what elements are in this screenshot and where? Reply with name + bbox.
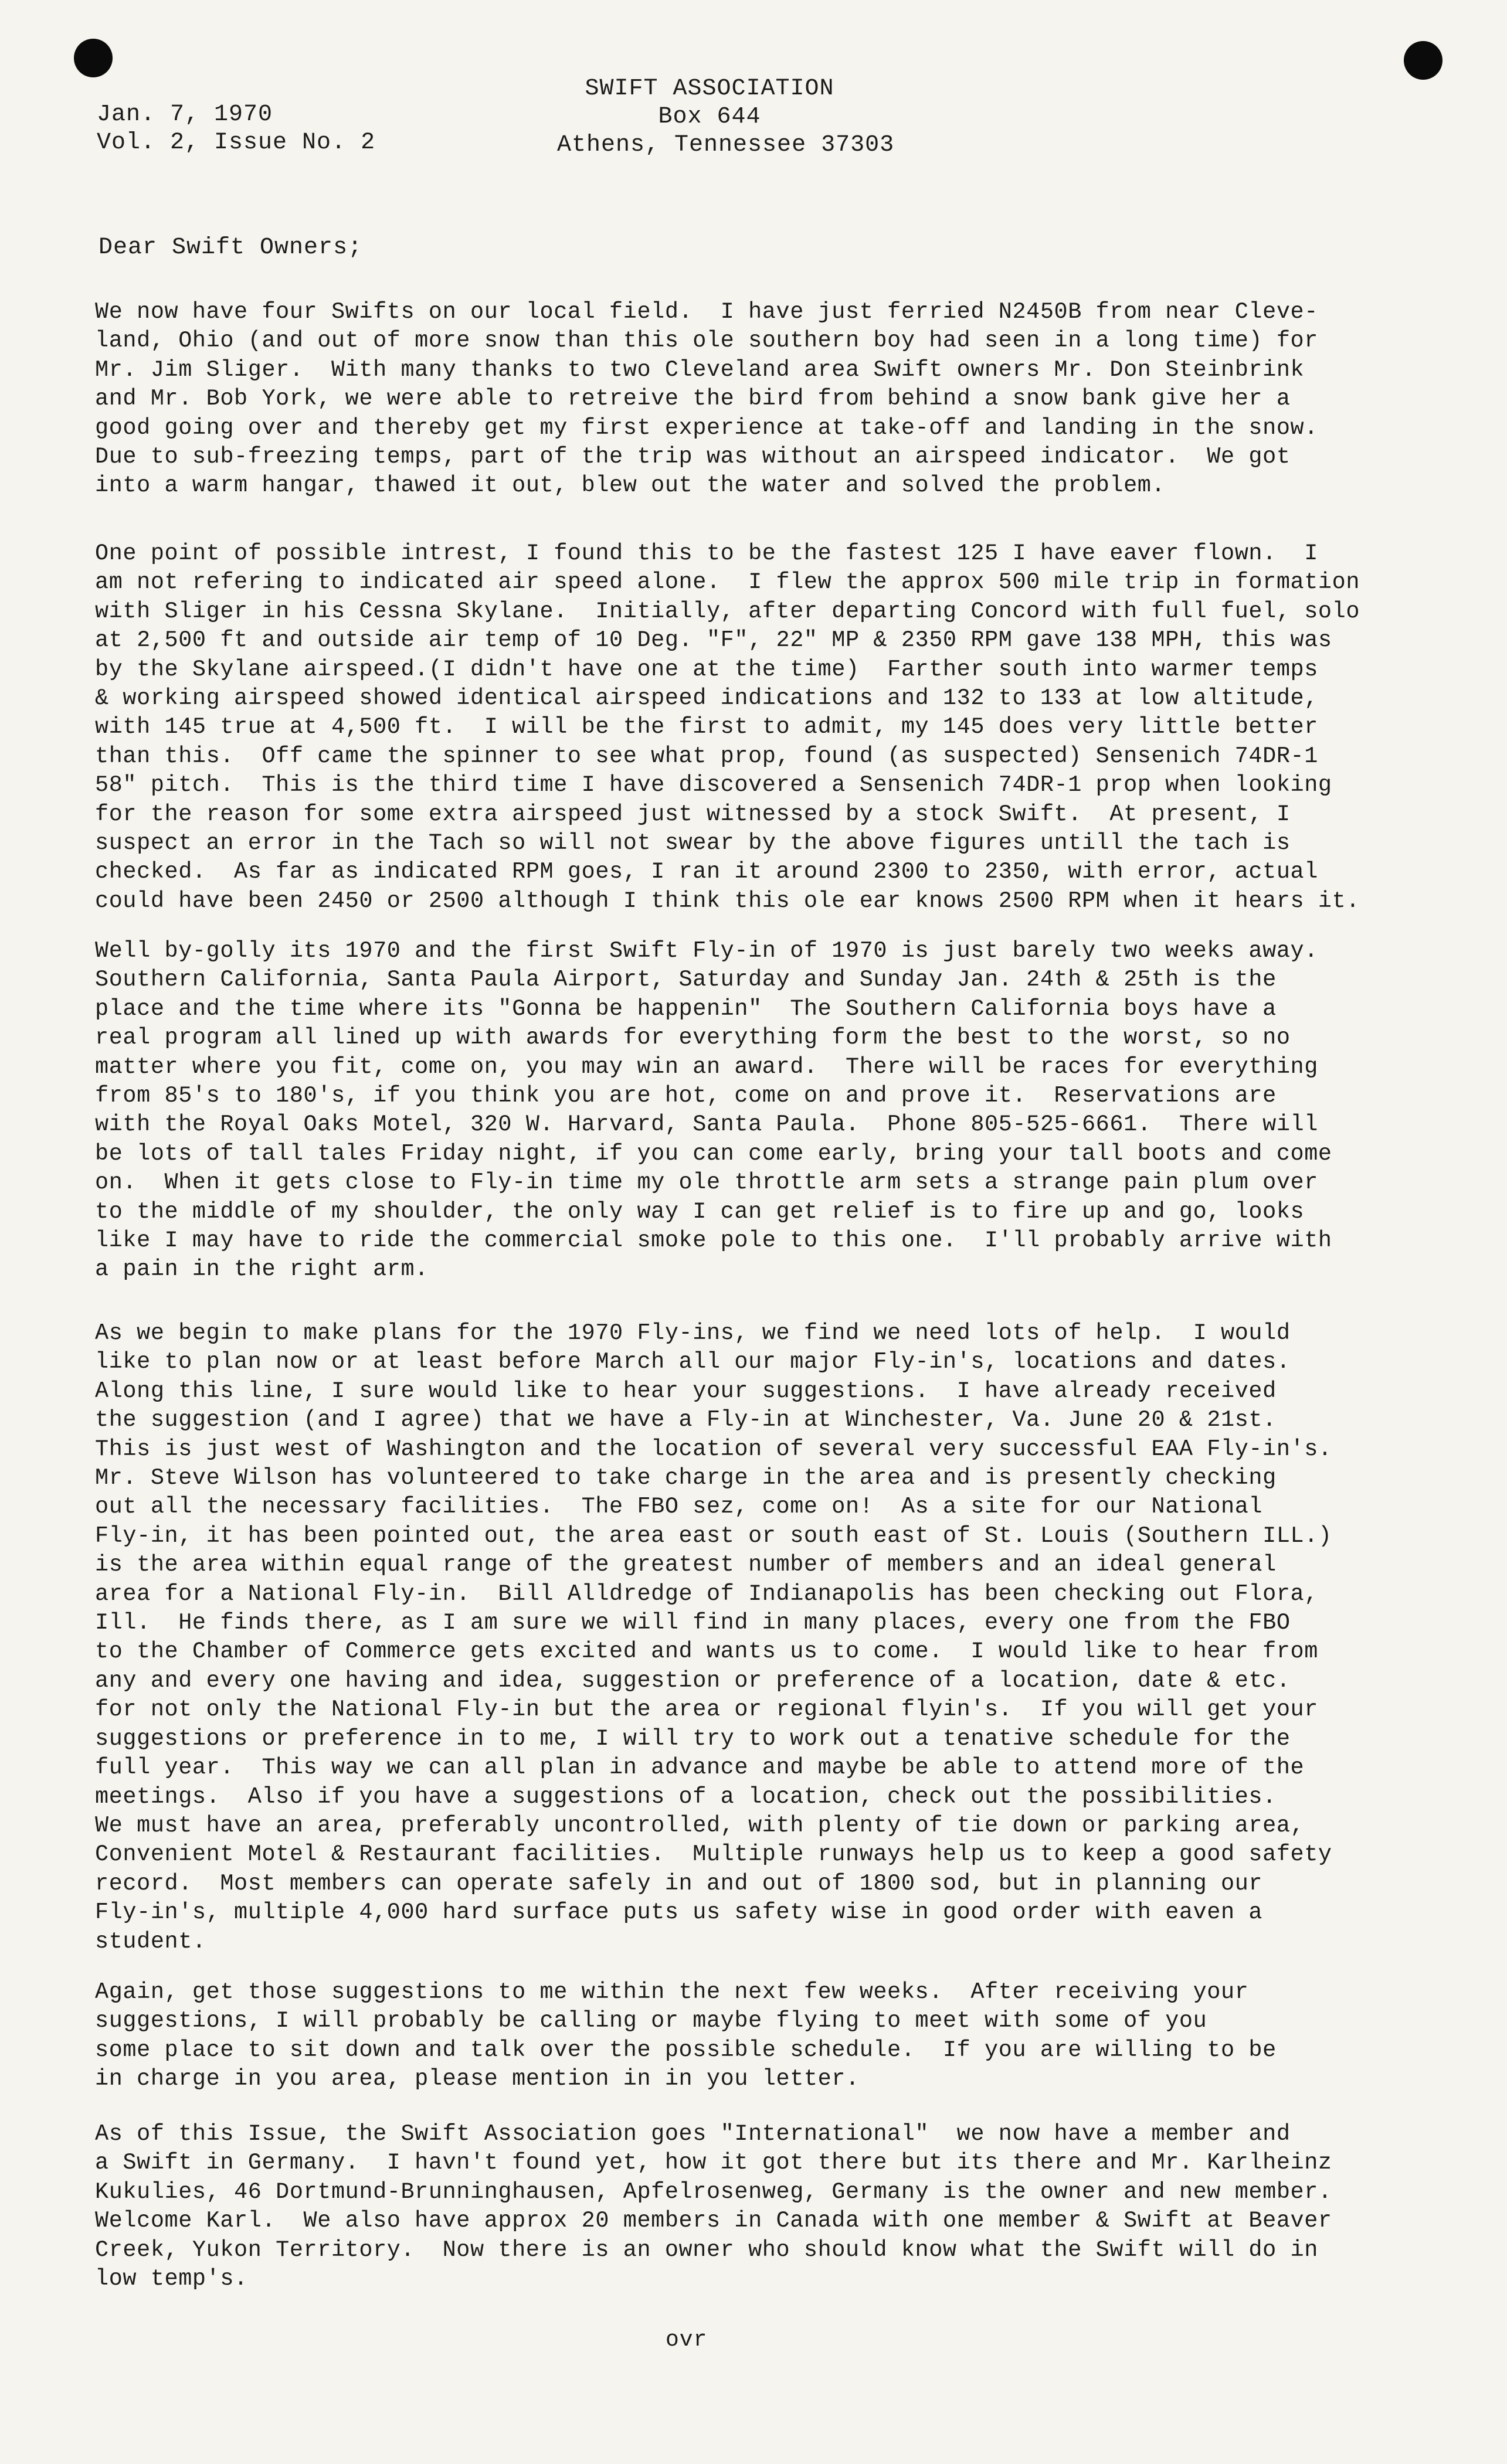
text-line: for not only the National Fly-in but the area or regional flyin's. If you will get your: [95, 1697, 1318, 1723]
paragraph-4: [95, 1319, 1420, 1956]
punch-hole-left: [74, 39, 113, 77]
text-line: with 145 true at 4,500 ft. I will be the first to admit, my 145 does very little better: [95, 714, 1318, 740]
issue-volume: Vol. 2, Issue No. 2: [97, 130, 376, 156]
text-line: Fly-in's, multiple 4,000 hard surface puts us safety wise in good order with eaven a: [95, 1899, 1263, 1926]
text-line: 58" pitch. This is the third time I have discovered a Sensenich 74DR-1 prop when looking: [95, 772, 1332, 798]
text-line: As of this Issue, the Swift Association goes "International" we now have a member and: [95, 2121, 1291, 2147]
text-line: the suggestion (and I agree) that we have a Fly-in at Winchester, Va. June 20 & 21st.: [95, 1407, 1277, 1433]
text-line: Fly-in, it has been pointed out, the area east or south east of St. Louis (Southern ILL.): [95, 1522, 1332, 1549]
text-line: Due to sub-freezing temps, part of the trip was without an airspeed indicator. We got: [95, 444, 1291, 470]
salutation: Dear Swift Owners;: [99, 234, 363, 261]
text-line: with the Royal Oaks Motel, 320 W. Harvard, Santa Paula. Phone 805-525-6661. There will: [95, 1112, 1318, 1138]
text-line: real program all lined up with awards for everything form the best to the worst, so no: [95, 1025, 1291, 1051]
text-line: matter where you fit, come on, you may win an award. There will be races for everything: [95, 1053, 1318, 1080]
text-line: record. Most members can operate safely in and out of 1800 sod, but in planning our: [95, 1870, 1263, 1897]
text-line: land, Ohio (and out of more snow than this ole southern boy had seen in a long time) for: [95, 328, 1318, 354]
text-line: with Sliger in his Cessna Skylane. Initially, after departing Concord with full fuel, solo: [95, 598, 1360, 624]
text-line: area for a National Fly-in. Bill Alldredge of Indianapolis has been checking out Flora,: [95, 1581, 1318, 1607]
text-line: from 85's to 180's, if you think you are hot, come on and prove it. Reservations are: [95, 1083, 1277, 1109]
text-line: than this. Off came the spinner to see what prop, found (as suspected) Sensenich 74DR-1: [95, 743, 1318, 769]
text-line: into a warm hangar, thawed it out, blew out the water and solved the problem.: [95, 473, 1166, 499]
text-line: low temp's.: [95, 2266, 248, 2292]
text-line: meetings. Also if you have a suggestions of a location, check out the possibilities.: [95, 1783, 1277, 1810]
text-line: Southern California, Santa Paula Airport, Saturday and Sunday Jan. 24th & 25th is the: [95, 967, 1277, 993]
po-box: Box 644: [658, 104, 761, 130]
text-line: like I may have to ride the commercial smoke pole to this one. I'll probably arrive with: [95, 1228, 1332, 1254]
text-line: checked. As far as indicated RPM goes, I ran it around 2300 to 2350, with error, actual: [95, 859, 1318, 885]
text-line: for the reason for some extra airspeed just witnessed by a stock Swift. At present, I: [95, 801, 1291, 827]
text-line: Mr. Jim Sliger. With many thanks to two Cleveland area Swift owners Mr. Don Steinbrink: [95, 356, 1305, 383]
text-line: any and every one having and idea, suggestion or preference of a location, date & etc.: [95, 1667, 1291, 1694]
text-line: As we begin to make plans for the 1970 Fly-ins, we find we need lots of help. I would: [95, 1320, 1291, 1346]
text-line: to the Chamber of Commerce gets excited and wants us to come. I would like to hear from: [95, 1639, 1318, 1665]
text-line: could have been 2450 or 2500 although I think this ole ear knows 2500 RPM when it hears it.: [95, 888, 1360, 914]
paragraph-3: [95, 937, 1420, 1284]
text-line: Creek, Yukon Territory. Now there is an owner who should know what the Swift will do in: [95, 2237, 1318, 2263]
text-line: This is just west of Washington and the location of several very successful EAA Fly-in's.: [95, 1436, 1332, 1462]
text-line: & working airspeed showed identical airspeed indications and 132 to 133 at low altitude,: [95, 685, 1318, 712]
letterhead: [557, 75, 895, 159]
over-note: ovr: [666, 2327, 708, 2353]
text-line: Kukulies, 46 Dortmund-Brunninghausen, Apfelrosenweg, Germany is the owner and new member.: [95, 2178, 1332, 2205]
text-line: Again, get those suggestions to me within the next few weeks. After receiving your: [95, 1979, 1249, 2005]
text-line: One point of possible intrest, I found this to be the fastest 125 I have eaver flown. I: [95, 541, 1318, 566]
text-line: suspect an error in the Tach so will not swear by the above figures untill the tach is: [95, 830, 1291, 857]
text-line: am not refering to indicated air speed alone. I flew the approx 500 mile trip in formation: [95, 569, 1360, 596]
text-line: Well by-golly its 1970 and the first Swift Fly-in of 1970 is just barely two weeks away.: [95, 938, 1318, 964]
text-line: some place to sit down and talk over the possible schedule. If you are willing to be: [95, 2037, 1277, 2063]
city-address: Athens, Tennessee 37303: [557, 132, 895, 158]
text-line: suggestions, I will probably be calling or maybe flying to meet with some of you: [95, 2008, 1207, 2034]
text-line: suggestions or preference in to me, I will try to work out a tenative schedule for the: [95, 1725, 1291, 1752]
paragraph-1: [95, 298, 1420, 501]
text-line: We now have four Swifts on our local field. I have just ferried N2450B from near Cleve-: [95, 299, 1318, 325]
text-line: Mr. Steve Wilson has volunteered to take charge in the area and is presently checking: [95, 1465, 1277, 1491]
punch-hole-right: [1404, 41, 1442, 80]
text-line: and Mr. Bob York, we were able to retreive the bird from behind a snow bank give her a: [95, 386, 1291, 412]
paragraph-6: [95, 2120, 1420, 2293]
text-line: We must have an area, preferably uncontrolled, with plenty of tie down or parking area,: [95, 1812, 1305, 1838]
text-line: out all the necessary facilities. The FBO sez, come on! As a site for our National: [95, 1494, 1263, 1520]
text-line: Along this line, I sure would like to hear your suggestions. I have already received: [95, 1378, 1277, 1404]
text-line: a pain in the right arm.: [95, 1256, 429, 1283]
text-line: place and the time where its "Gonna be happenin" The Southern California boys have a: [95, 995, 1277, 1022]
text-line: is the area within equal range of the greatest number of members and an ideal general: [95, 1552, 1277, 1578]
text-line: Convenient Motel & Restaurant facilities. Multiple runways help us to keep a good safety: [95, 1841, 1332, 1868]
text-line: good going over and thereby get my first experience at take-off and landing in the snow.: [95, 414, 1318, 441]
org-name: SWIFT ASSOCIATION: [585, 76, 834, 102]
text-line: in charge in you area, please mention in in you letter.: [95, 2066, 860, 2092]
paragraph-2: [95, 539, 1420, 916]
paragraph-5: [95, 1978, 1420, 2094]
text-line: Ill. He finds there, as I am sure we will find in many places, every one from the FBO: [95, 1610, 1291, 1636]
text-line: full year. This way we can all plan in advance and maybe be able to attend more of the: [95, 1755, 1305, 1781]
text-line: student.: [95, 1928, 206, 1955]
text-line: be lots of tall tales Friday night, if you can come early, bring your tall boots and come: [95, 1140, 1332, 1167]
text-line: a Swift in Germany. I havn't found yet, how it got there but its there and Mr. Karlheinz: [95, 2150, 1332, 2176]
issue-date: Jan. 7, 1970: [97, 101, 273, 128]
text-line: by the Skylane airspeed.(I didn't have one at the time) Farther south into warmer temps: [95, 656, 1318, 682]
text-line: at 2,500 ft and outside air temp of 10 Deg. "F", 22" MP & 2350 RPM gave 138 MPH, this was: [95, 627, 1332, 654]
text-line: on. When it gets close to Fly-in time my ole throttle arm sets a strange pain plum over: [95, 1170, 1318, 1196]
text-line: to the middle of my shoulder, the only way I can get relief is to fire up and go, looks: [95, 1198, 1305, 1225]
text-line: like to plan now or at least before March all our major Fly-in's, locations and dates.: [95, 1349, 1291, 1375]
issue-meta: [97, 101, 375, 157]
text-line: Welcome Karl. We also have approx 20 members in Canada with one member & Swift at Beaver: [95, 2208, 1332, 2234]
